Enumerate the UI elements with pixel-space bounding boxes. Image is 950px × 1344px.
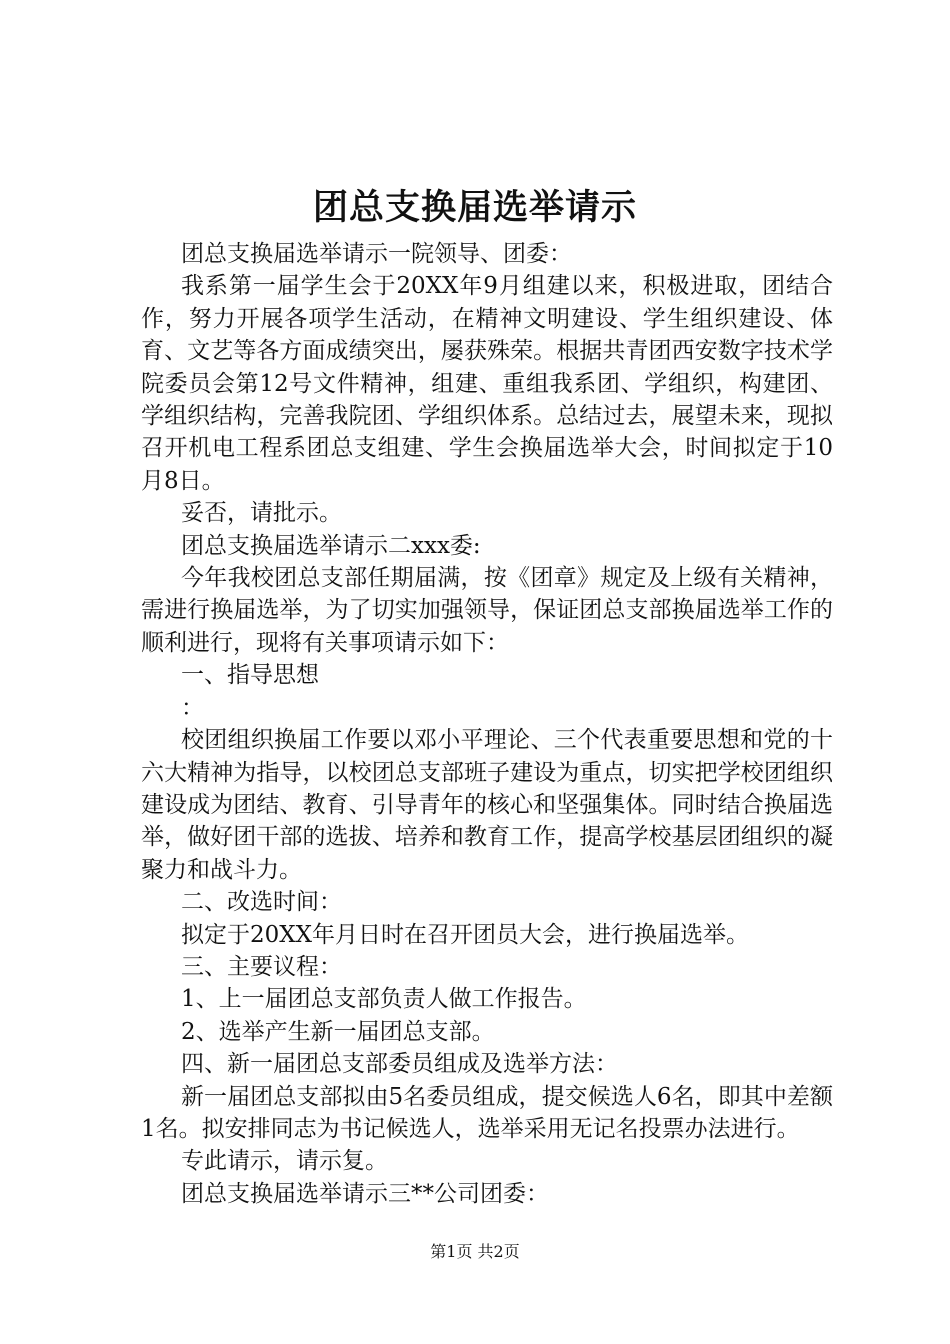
paragraph-salutation-2: 团总支换届选举请示二xxx委: (181, 532, 481, 559)
paragraph-request: 专此请示，请示复。 (181, 1148, 388, 1175)
paragraph-body: 新一届团总支部拟由5名委员组成，提交候选人6名，即其中差额1名。拟安排同志为书记候选人，选举采用无记名投票办法进行。 (141, 1083, 833, 1142)
paragraph-salutation-3: 团总支换届选举请示三**公司团委： (181, 1180, 549, 1207)
paragraph-body: 拟定于20XX年月日时在召开团员大会，进行换届选举。 (181, 921, 750, 948)
paragraph-body: 校团组织换届工作要以邓小平理论、三个代表重要思想和党的十六大精神为指导，以校团总支部班子建设为重点，切实把学校团组织建设成为团结、教育、引导青年的核心和坚强集体。同时结合换届选举，做好团干部的选拔、培养和教育工作，提高学校基层团组织的凝聚力和战斗力。 (141, 727, 833, 883)
paragraph-body: 我系第一届学生会于20XX年9月组建以来，积极进取，团结合作，努力开展各项学生活动，在精神文明建设、学生组织建设、体育、文艺等各方面成绩突出，屡获殊荣。根据共青团西安数字技术学院委员会第12号文件精神，组建、重组我系团、学组织，构建团、学组织结构，完善我院团、学组织体系。总结过去，展望未来，现拟召开机电工程系团总支组建、学生会换届选举大会，时间拟定于10月8日。 (141, 273, 833, 494)
paragraph-body: 今年我校团总支部任期届满，按《团章》规定及上级有关精神，需进行换届选举，为了切实加强领导，保证团总支部换届选举工作的顺利进行，现将有关事项请示如下： (141, 565, 833, 656)
document-title: 团总支换届选举请示 (312, 187, 637, 228)
section-heading: 三、主要议程： (181, 953, 342, 980)
list-item: 2、选举产生新一届团总支部。 (181, 1018, 495, 1045)
document-body (141, 238, 833, 1210)
list-item: 1、上一届团总支部负责人做工作报告。 (181, 986, 587, 1013)
paragraph-request: 妥否，请批示。 (181, 500, 342, 527)
section-heading: 二、改选时间： (181, 889, 342, 916)
section-heading: 一、指导思想 (181, 662, 319, 689)
paragraph-colon: ： (181, 694, 204, 721)
section-heading: 四、新一届团总支部委员组成及选举方法： (181, 1051, 618, 1078)
page-footer: 第1页 共2页 (430, 1242, 520, 1261)
paragraph-salutation-1: 团总支换届选举请示一院领导、团委： (181, 241, 572, 267)
